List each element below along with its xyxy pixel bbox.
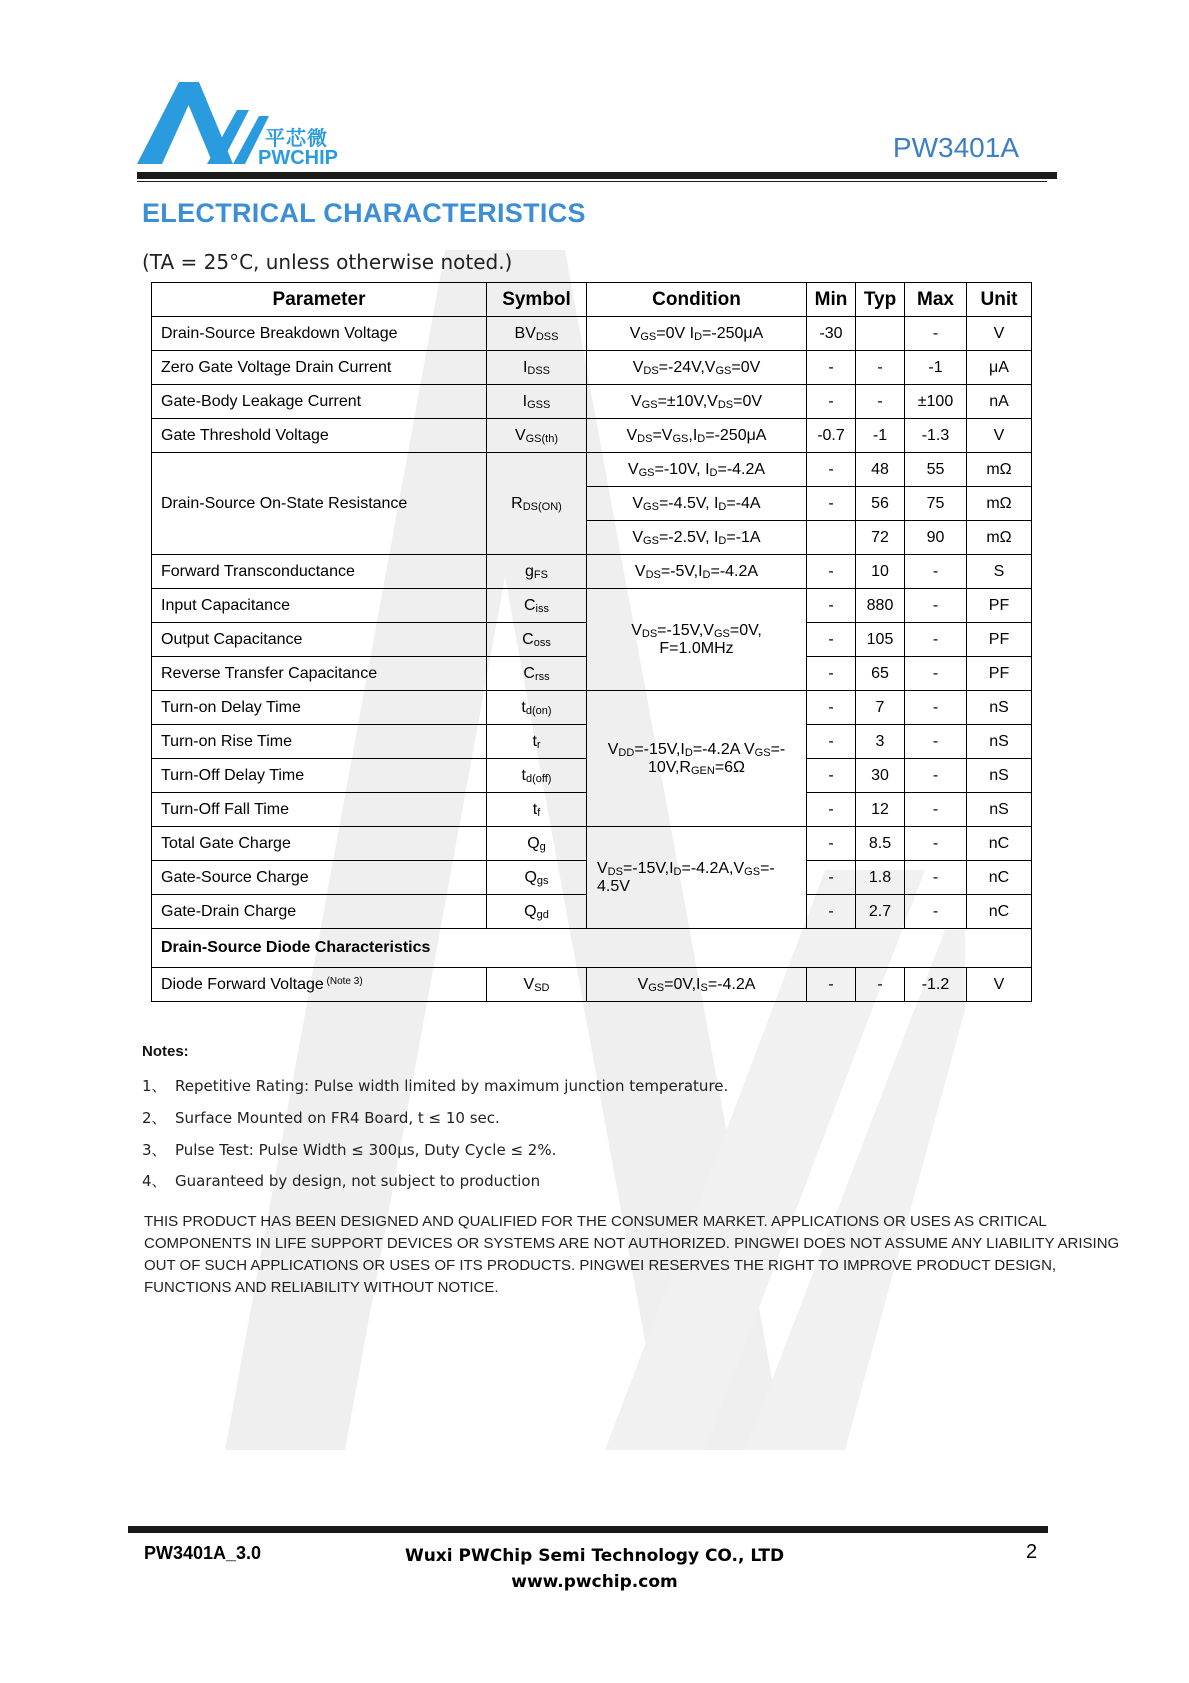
- condition-cell: $V_{DS}=V_{GS},I_D=-250\mu A$: [587, 419, 807, 453]
- parameter-cell: Turn-on Delay Time: [152, 691, 487, 725]
- unit-value-cell: mΩ: [967, 487, 1032, 521]
- typ-value-cell: 10: [856, 555, 905, 589]
- condition-cell: $V_{GS}=-2.5V$, $I_D=-1A$: [587, 521, 807, 555]
- unit-value-cell: PF: [967, 589, 1032, 623]
- symbol-subscript: d(off): [525, 772, 552, 785]
- symbol-subscript: DSS: [535, 330, 559, 343]
- section-title: ELECTRICAL CHARACTERISTICS: [142, 198, 586, 228]
- max-value-cell: -: [905, 691, 967, 725]
- header-parameter: Parameter: [152, 283, 487, 317]
- max-value-cell: ±100: [905, 385, 967, 419]
- header-unit: Unit: [967, 283, 1032, 317]
- condition-cell: $V_{GS}=-10V$, $I_D=-4.2A$: [587, 453, 807, 487]
- symbol-cell: $V_{GS(th)}$: [487, 419, 587, 453]
- condition-cell: $V_{GS}=0V$ $I_D=-250\mu A$: [587, 317, 807, 351]
- unit-value-cell: V: [967, 968, 1032, 1002]
- max-value-cell: -1.3: [905, 419, 967, 453]
- parameter-cell: Forward Transconductance: [152, 555, 487, 589]
- min-value-cell: -: [807, 968, 856, 1002]
- symbol-cell: $R_{DS(ON)}$: [487, 453, 587, 555]
- document-id: PW3401A: [892, 132, 1019, 163]
- max-value-cell: -: [905, 589, 967, 623]
- header-typ: Typ: [856, 283, 905, 317]
- typ-value-cell: [856, 317, 905, 351]
- condition-cell: $V_{DS}=-24V,V_{GS}=0V$: [587, 351, 807, 385]
- min-value-cell: -: [807, 895, 856, 929]
- max-value-cell: -1: [905, 351, 967, 385]
- footer-website-link[interactable]: www.pwchip.com: [511, 1572, 678, 1592]
- symbol-subscript: r: [536, 738, 541, 751]
- min-value-cell: -: [807, 657, 856, 691]
- typ-value-cell: 7: [856, 691, 905, 725]
- unit-value-cell: nC: [967, 895, 1032, 929]
- max-value-cell: -: [905, 895, 967, 929]
- parameter-cell: Input Capacitance: [152, 589, 487, 623]
- note-reference: (Note 3): [323, 975, 363, 987]
- table-row: [152, 968, 1032, 1002]
- min-value-cell: -: [807, 385, 856, 419]
- unit-value-cell: nS: [967, 759, 1032, 793]
- note-item: [142, 1139, 556, 1160]
- symbol-subscript: DS(ON): [522, 500, 562, 513]
- table-row: [152, 827, 1032, 861]
- max-value-cell: -: [905, 555, 967, 589]
- parameter-cell: Turn-Off Fall Time: [152, 793, 487, 827]
- unit-value-cell: mΩ: [967, 521, 1032, 555]
- header-condition: Condition: [587, 283, 807, 317]
- parameter-cell: Total Gate Charge: [152, 827, 487, 861]
- unit-value-cell: V: [967, 419, 1032, 453]
- max-value-cell: -: [905, 759, 967, 793]
- min-value-cell: -: [807, 691, 856, 725]
- max-value-cell: -: [905, 827, 967, 861]
- page-number: 2: [1026, 1541, 1038, 1563]
- test-condition: (TA = 25°C, unless otherwise noted.): [142, 250, 513, 274]
- symbol-subscript: oss: [533, 636, 551, 649]
- notes-title: Notes:: [142, 1043, 189, 1060]
- symbol-subscript: iss: [535, 602, 549, 615]
- note-text: Surface Mounted on FR4 Board, t ≤ 10 sec.: [175, 1109, 500, 1127]
- unit-value-cell: nS: [967, 793, 1032, 827]
- min-value-cell: -: [807, 725, 856, 759]
- min-value-cell: -: [807, 623, 856, 657]
- typ-value-cell: 880: [856, 589, 905, 623]
- unit-value-cell: PF: [967, 623, 1032, 657]
- symbol-cell: $t_{d(off)}$: [487, 759, 587, 793]
- typ-value-cell: 3: [856, 725, 905, 759]
- condition-cell: $V_{GS}=-4.5V$, $I_D=-4A$: [587, 487, 807, 521]
- table-row: [152, 589, 1032, 623]
- header-max: Max: [905, 283, 967, 317]
- note-item: [142, 1107, 500, 1128]
- switching-condition: $V_{DD}=-15V,I_D=-4.2A$ $V_{GS}=-$ $10V,R_{GEN}=6\Omega$: [587, 691, 807, 827]
- symbol-subscript: FS: [533, 568, 548, 581]
- max-value-cell: 75: [905, 487, 967, 521]
- symbol-cell: $t_f$: [487, 793, 587, 827]
- table-header-row: [152, 283, 1032, 317]
- symbol-cell: $C_{oss}$: [487, 623, 587, 657]
- unit-value-cell: nC: [967, 861, 1032, 895]
- symbol-subscript: DSS: [527, 364, 551, 377]
- symbol-subscript: gs: [536, 874, 549, 887]
- footer-rule: [128, 1526, 1048, 1533]
- typ-value-cell: 56: [856, 487, 905, 521]
- logo-english-name: PWCHIP: [258, 147, 338, 169]
- symbol-cell: $I_{GSS}$: [487, 385, 587, 419]
- unit-value-cell: μA: [967, 351, 1032, 385]
- note-number: 2、: [142, 1109, 167, 1127]
- symbol-subscript: GS(th): [525, 432, 559, 445]
- logo-chinese-name: 平芯微: [265, 126, 328, 150]
- unit-value-cell: nS: [967, 725, 1032, 759]
- min-value-cell: -: [807, 453, 856, 487]
- table-row: [152, 317, 1032, 351]
- table-row: [152, 453, 1032, 487]
- unit-value-cell: PF: [967, 657, 1032, 691]
- condition-cell: $V_{DS}=-5V,I_D=-4.2A$: [587, 555, 807, 589]
- parameter-cell: Zero Gate Voltage Drain Current: [152, 351, 487, 385]
- parameter-cell: Diode Forward Voltage $^{(Note 3)}$: [152, 968, 487, 1002]
- table-row: [152, 691, 1032, 725]
- max-value-cell: -: [905, 657, 967, 691]
- table-row: [152, 385, 1032, 419]
- min-value-cell: -: [807, 487, 856, 521]
- parameter-cell: Gate Threshold Voltage: [152, 419, 487, 453]
- typ-value-cell: 65: [856, 657, 905, 691]
- parameter-cell: Gate-Body Leakage Current: [152, 385, 487, 419]
- max-value-cell: 90: [905, 521, 967, 555]
- parameter-cell: Turn-Off Delay Time: [152, 759, 487, 793]
- note-item: [142, 1075, 728, 1096]
- table-row: [152, 555, 1032, 589]
- typ-value-cell: 2.7: [856, 895, 905, 929]
- max-value-cell: -: [905, 725, 967, 759]
- symbol-subscript: SD: [534, 981, 550, 994]
- typ-value-cell: 48: [856, 453, 905, 487]
- electrical-characteristics-table: [151, 282, 1032, 1002]
- typ-value-cell: -: [856, 385, 905, 419]
- typ-value-cell: 1.8: [856, 861, 905, 895]
- min-value-cell: -: [807, 861, 856, 895]
- note-text: Pulse Test: Pulse Width ≤ 300μs, Duty Cycle ≤ 2%.: [175, 1141, 557, 1159]
- symbol-cell: $C_{rss}$: [487, 657, 587, 691]
- unit-value-cell: S: [967, 555, 1032, 589]
- symbol-subscript: gd: [536, 908, 549, 921]
- typ-value-cell: -1: [856, 419, 905, 453]
- header-symbol: Symbol: [487, 283, 587, 317]
- min-value-cell: [807, 521, 856, 555]
- condition-cell: $V_{GS}=\pm 10V,V_{DS}=0V$: [587, 385, 807, 419]
- footer-company-name: Wuxi PWChip Semi Technology CO., LTD: [404, 1546, 785, 1566]
- note-number: 4、: [142, 1172, 167, 1190]
- diode-section-row: [152, 929, 1032, 968]
- condition-cell: $V_{GS}=0V,I_S=-4.2A$: [587, 968, 807, 1002]
- note-number: 3、: [142, 1141, 167, 1159]
- max-value-cell: 55: [905, 453, 967, 487]
- symbol-cell: $g_{FS}$: [487, 555, 587, 589]
- note-text: Guaranteed by design, not subject to production: [175, 1172, 541, 1190]
- unit-value-cell: nS: [967, 691, 1032, 725]
- footer-doc-version: PW3401A_3.0: [144, 1543, 262, 1563]
- note-item: [142, 1170, 540, 1191]
- table-row: [152, 419, 1032, 453]
- symbol-cell: $I_{DSS}$: [487, 351, 587, 385]
- symbol-cell: $V_{SD}$: [487, 968, 587, 1002]
- table-row: [152, 351, 1032, 385]
- min-value-cell: -: [807, 589, 856, 623]
- symbol-subscript: rss: [534, 670, 550, 683]
- symbol-cell: $C_{iss}$: [487, 589, 587, 623]
- max-value-cell: -1.2: [905, 968, 967, 1002]
- min-value-cell: -: [807, 793, 856, 827]
- header-rule: [137, 172, 1057, 179]
- parameter-cell: Gate-Source Charge: [152, 861, 487, 895]
- typ-value-cell: 105: [856, 623, 905, 657]
- parameter-cell: Gate-Drain Charge: [152, 895, 487, 929]
- note-text: Repetitive Rating: Pulse width limited by maximum junction temperature.: [175, 1077, 729, 1095]
- typ-value-cell: 72: [856, 521, 905, 555]
- unit-value-cell: V: [967, 317, 1032, 351]
- disclaimer-text: THIS PRODUCT HAS BEEN DESIGNED AND QUALIFIED FOR THE CONSUMER MARKET. APPLICATIONS OR USES AS CRITICAL COMPONENTS IN LIFE SUPPORT DEVICES OR SYSTEMS ARE NOT AUTHORIZED. PINGWEI DOES NOT ASSUME ANY LIABILITY ARISING OUT OF SUCH APPLICATIONS OR USES OF ITS PRODUCTS. PINGWEI RESERVES THE RIGHT TO IMPROVE PRODUCT DESIGN, FUNCTIONS AND RELIABILITY WITHOUT NOTICE.: [144, 1213, 1120, 1296]
- symbol-subscript: f: [537, 806, 541, 819]
- charge-condition: $V_{DS}=-15V,I_D=-4.2A,V_{GS}=-$ 4.5V: [587, 827, 807, 929]
- typ-value-cell: 8.5: [856, 827, 905, 861]
- diode-section-heading: Drain-Source Diode Characteristics: [152, 929, 1032, 968]
- typ-value-cell: 12: [856, 793, 905, 827]
- max-value-cell: -: [905, 861, 967, 895]
- max-value-cell: -: [905, 793, 967, 827]
- symbol-cell: $Q_{gs}$: [487, 861, 587, 895]
- symbol-cell: $Q_g$: [487, 827, 587, 861]
- typ-value-cell: -: [856, 351, 905, 385]
- symbol-subscript: g: [539, 840, 546, 853]
- symbol-cell: $t_{d(on)}$: [487, 691, 587, 725]
- parameter-cell: Reverse Transfer Capacitance: [152, 657, 487, 691]
- min-value-cell: -0.7: [807, 419, 856, 453]
- header-min: Min: [807, 283, 856, 317]
- unit-value-cell: nC: [967, 827, 1032, 861]
- typ-value-cell: 30: [856, 759, 905, 793]
- max-value-cell: -: [905, 317, 967, 351]
- unit-value-cell: nA: [967, 385, 1032, 419]
- min-value-cell: -: [807, 351, 856, 385]
- parameter-cell: Turn-on Rise Time: [152, 725, 487, 759]
- parameter-cell: Drain-Source On-State Resistance: [152, 453, 487, 555]
- symbol-subscript: GSS: [527, 398, 551, 411]
- min-value-cell: -: [807, 555, 856, 589]
- max-value-cell: -: [905, 623, 967, 657]
- capacitance-condition: $V_{DS}=-15V,V_{GS}=0V$, F=1.0MHz: [587, 589, 807, 691]
- symbol-cell: $t_r$: [487, 725, 587, 759]
- symbol-subscript: d(on): [525, 704, 552, 717]
- min-value-cell: -: [807, 827, 856, 861]
- symbol-cell: $Q_{gd}$: [487, 895, 587, 929]
- symbol-cell: $BV_{DSS}$: [487, 317, 587, 351]
- typ-value-cell: -: [856, 968, 905, 1002]
- min-value-cell: -30: [807, 317, 856, 351]
- parameter-cell: Output Capacitance: [152, 623, 487, 657]
- unit-value-cell: mΩ: [967, 453, 1032, 487]
- min-value-cell: -: [807, 759, 856, 793]
- header-rule-thin: [137, 181, 1047, 182]
- note-number: 1、: [142, 1077, 167, 1095]
- parameter-cell: Drain-Source Breakdown Voltage: [152, 317, 487, 351]
